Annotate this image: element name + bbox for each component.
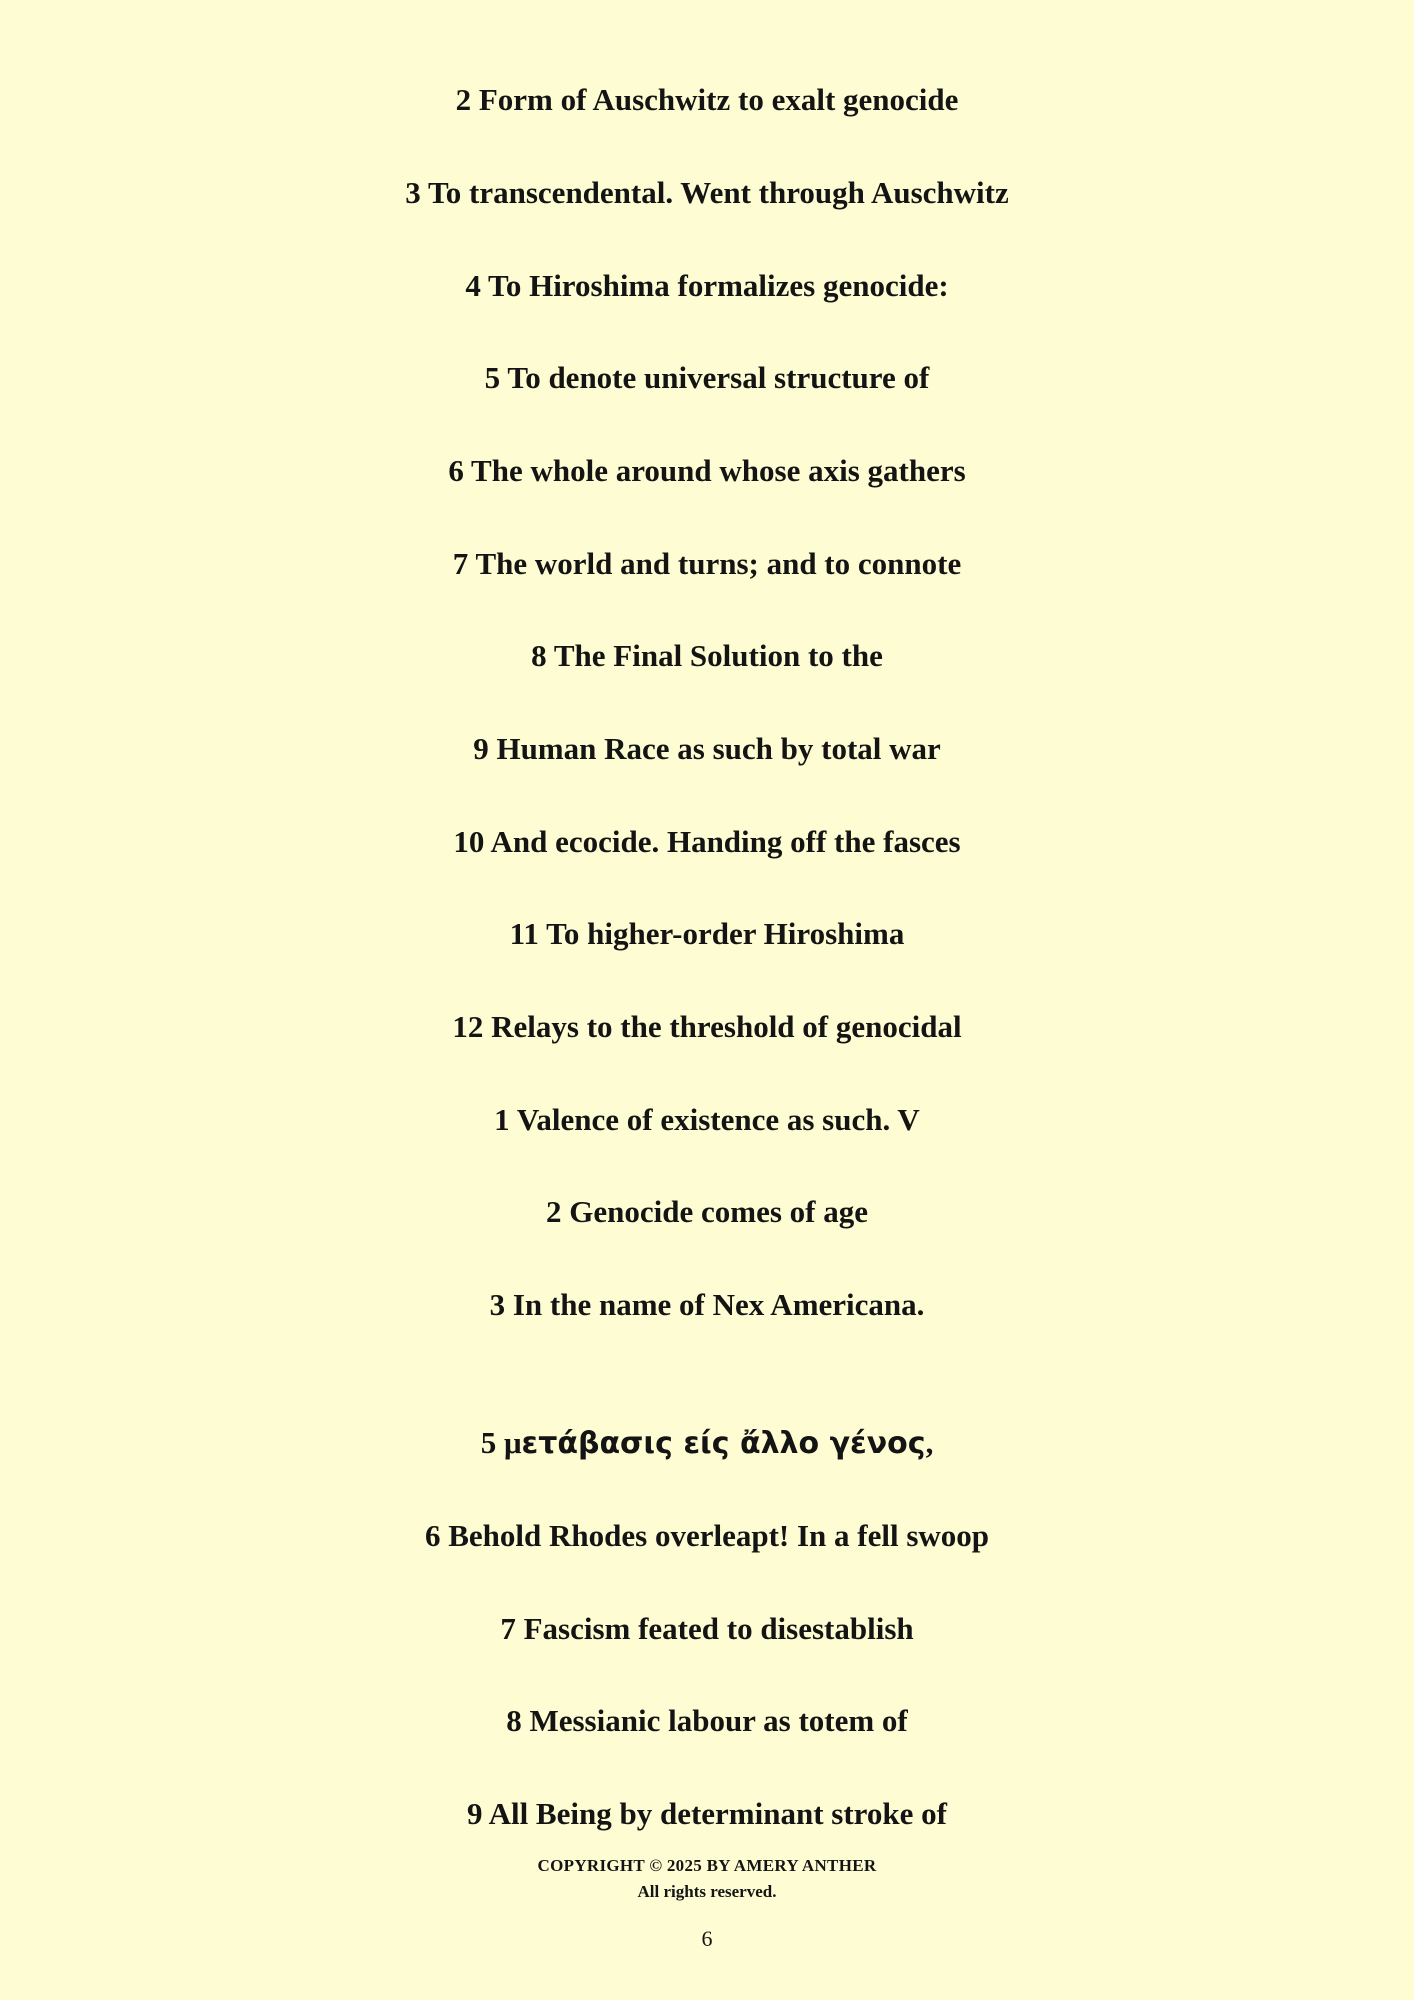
poem-line: 6 The whole around whose axis gathers	[448, 453, 966, 488]
poem-line: 2 Genocide comes of age	[546, 1194, 868, 1229]
greek-line-suffix: ,	[925, 1425, 934, 1460]
poem-line-greek	[0, 1423, 1414, 1464]
poem-line: 1 Valence of existence as such. V	[494, 1102, 920, 1137]
poem-line: 4 To Hiroshima formalizes genocide:	[465, 268, 949, 303]
poem-line: 6 Behold Rhodes overleapt! In a fell swoop	[424, 1518, 990, 1553]
poem-line: 8 Messianic labour as totem of	[506, 1703, 908, 1738]
poem-line: 7 Fascism feated to disestablish	[500, 1611, 914, 1646]
rights-reserved: All rights reserved.	[637, 1882, 777, 1901]
greek-phrase: ετάβασις είς ἄλλο γένος	[521, 1426, 926, 1461]
poem-line: 9 All Being by determinant stroke of	[467, 1796, 947, 1831]
page-number: 6	[701, 1926, 713, 1951]
poem-line: 5 To denote universal structure of	[484, 360, 930, 395]
poem-line: 12 Relays to the threshold of genocidal	[452, 1009, 962, 1044]
poem-line: 8 The Final Solution to the	[531, 638, 883, 673]
copyright-notice: COPYRIGHT © 2025 BY AMERY ANTHER	[537, 1856, 877, 1875]
poem-line: 2 Form of Auschwitz to exalt genocide	[455, 82, 959, 117]
poem-line: 3 In the name of Nex Americana.	[489, 1287, 925, 1322]
poem-line: 3 To transcendental. Went through Auschwitz	[405, 175, 1009, 210]
poem-line: 10 And ecocide. Handing off the fasces	[453, 824, 961, 859]
poem-line: 7 The world and turns; and to connote	[452, 546, 962, 581]
greek-line-prefix: 5 μ	[480, 1425, 522, 1460]
poem-line: 11 To higher-order Hiroshima	[509, 916, 905, 951]
poem-line: 9 Human Race as such by total war	[473, 731, 941, 766]
